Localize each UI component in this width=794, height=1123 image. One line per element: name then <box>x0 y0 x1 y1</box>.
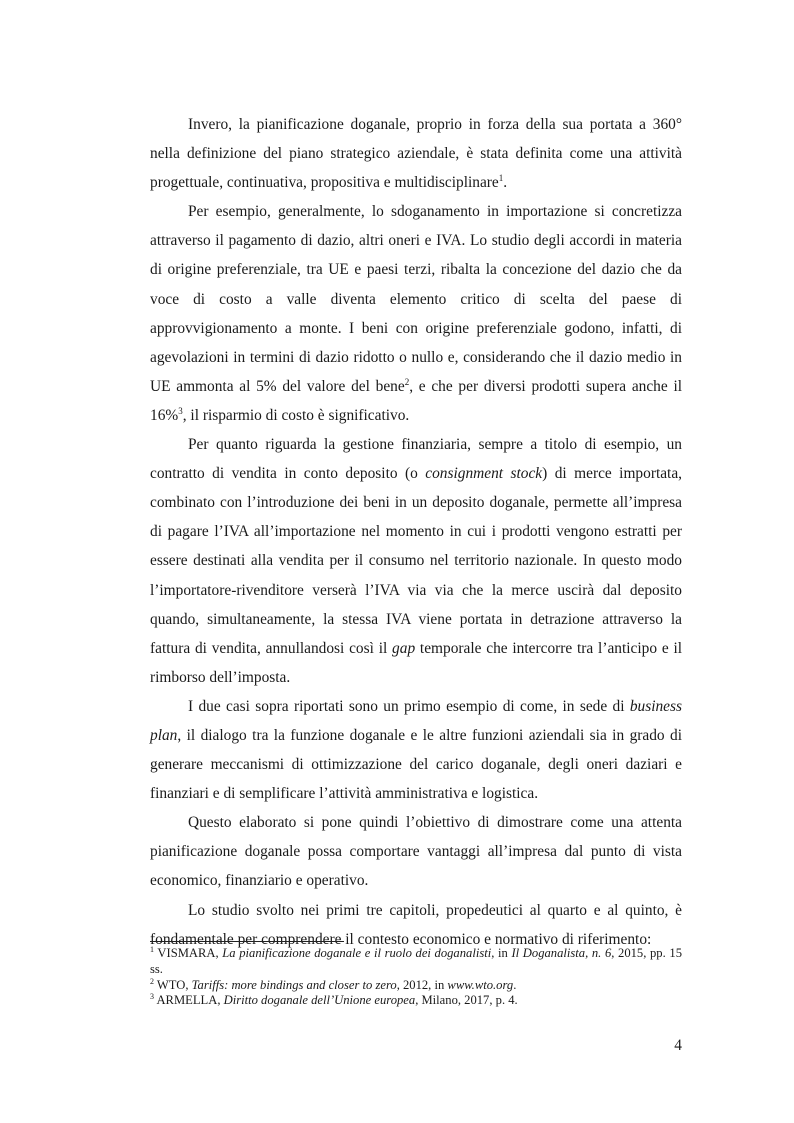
text-run: , in <box>491 946 512 960</box>
footnote <box>150 946 682 978</box>
text-run: temporale che intercorre tra l’anticipo e il rimborso dell’imposta. <box>150 639 682 686</box>
italic-text: Il Doganalista, n. 6 <box>511 946 612 960</box>
italic-text: www.wto.org <box>447 977 514 992</box>
text-run: , 2012, in <box>396 977 448 992</box>
footnote-ref: 2 <box>404 376 410 387</box>
italic-text: consignment stock <box>425 465 543 483</box>
footnote <box>150 978 682 994</box>
paragraph <box>150 430 682 692</box>
text-run: , e che per diversi prodotti supera anche il 16% <box>150 377 682 424</box>
paragraph <box>150 110 682 197</box>
italic-text: La pianificazione doganale e il ruolo dei doganalisti <box>222 946 492 960</box>
text-run: , 2015, pp. 15 ss. <box>150 946 682 976</box>
paragraph <box>150 197 682 430</box>
text-run: ) di merce importata, combinato con l’introduzione dei beni in un deposito doganale, permette all’impresa di pagare l’IVA all’importazione nel momento in cui i prodotti vengono estratti per essere destinati alla vendita per il consumo nel territorio nazionale. In questo modo l’importatore-rivenditore verserà l’IVA via via che la merce uscirà dal deposito quando, simultaneamente, la stessa IVA viene portata in detrazione attraverso la fattura di vendita, annullandosi così il <box>150 465 683 657</box>
italic-text: Tariffs: more bindings and closer to zero <box>191 977 397 992</box>
page-number: 4 <box>674 1037 682 1054</box>
text-run: Per quanto riguarda la gestione finanziaria, sempre a titolo di esempio, un contratto di vendita in conto deposito (o <box>150 436 682 483</box>
text-run: I due casi sopra riportati sono un primo esempio di come, in sede di <box>188 697 630 715</box>
footnote-separator <box>150 941 344 942</box>
footnote-ref: 2 <box>150 976 154 986</box>
footnote-ref: 3 <box>150 992 154 1002</box>
footnote-ref: 1 <box>498 173 504 184</box>
italic-text: Diritto doganale dell’Unione europea <box>223 993 416 1008</box>
text-run: Invero, la pianificazione doganale, proprio in forza della sua portata a 360° nella definizione del piano strategico aziendale, è stata definita come una attività progettuale, continuativa, propositiva e multidisciplinare <box>150 116 682 192</box>
paragraph <box>150 896 682 954</box>
text-run: ARMELLA, <box>154 993 224 1008</box>
text-run: Per esempio, generalmente, lo sdoganamento in importazione si concretizza attraverso il pagamento di dazio, altri oneri e IVA. Lo studio degli accordi in materia di origine preferenziale, tra UE e paesi terzi, ribalta la concezione del dazio che da voce di costo a valle diventa elemento critico di scelta del paese di approvvigionamento a monte. I beni con origine preferenziale godono, infatti, di agevolazioni in termini di dazio ridotto o nullo e, considerando che il dazio medio in UE ammonta al 5% del valore del bene <box>150 203 682 395</box>
text-run: , Milano, 2017, p. 4. <box>415 993 518 1008</box>
paragraph <box>150 808 682 895</box>
text-run: WTO, <box>154 977 192 992</box>
footnote-ref: 3 <box>178 405 183 416</box>
italic-text: business plan <box>150 697 682 744</box>
text-run: . <box>513 977 517 992</box>
body-text <box>150 110 682 954</box>
footnote <box>150 993 682 1009</box>
text-run: VISMARA, <box>154 946 223 960</box>
footnote-ref: 1 <box>150 945 154 954</box>
text-run: Lo studio svolto nei primi tre capitoli, propedeutici al quarto e al quinto, è fondamentale per comprendere il contesto economico e normativo di riferimento: <box>150 901 682 948</box>
paragraph <box>150 692 682 808</box>
text-run: , il risparmio di costo è significativo. <box>182 406 410 424</box>
italic-text: gap <box>392 639 416 657</box>
footnotes <box>150 946 682 1009</box>
text-run: , il dialogo tra la funzione doganale e le altre funzioni aziendali sia in grado di generare meccanismi di ottimizzazione del carico doganale, degli oneri daziari e finanziari e di semplificare l’attività amministrativa e logistica. <box>150 726 682 803</box>
text-run: Questo elaborato si pone quindi l’obiettivo di dimostrare come una attenta pianificazione doganale possa comportare vantaggi all’impresa dal punto di vista economico, finanziario e operativo. <box>150 814 682 890</box>
text-run: . <box>503 174 508 192</box>
